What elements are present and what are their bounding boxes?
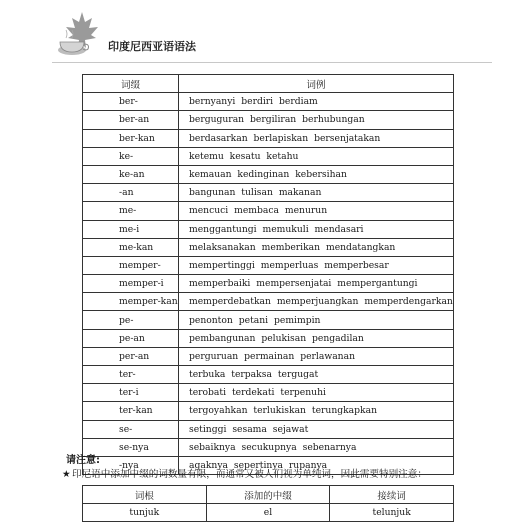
examples-cell: berdasarkan berlapiskan bersenjatakan [179, 129, 454, 147]
affix-cell: ber- [83, 93, 179, 111]
affix-cell: me- [83, 202, 179, 220]
column-header-root: 词根 [83, 486, 207, 504]
affix-cell: per-an [83, 347, 179, 365]
examples-cell: penonton petani pemimpin [179, 311, 454, 329]
note-text [62, 466, 427, 480]
note-body: 印尼语中添加中缀的词数量有限，而通常又被人们视为单纯词，因此需要特别注意： [72, 469, 427, 480]
affix-cell: ke-an [83, 165, 179, 183]
examples-cell: kemauan kedinginan kebersihan [179, 165, 454, 183]
column-header-examples: 词例 [179, 75, 454, 93]
table-row [83, 165, 454, 183]
examples-cell: perguruan permainan perlawanan [179, 347, 454, 365]
affix-table [82, 74, 454, 475]
examples-cell: sebaiknya secukupnya sebenarnya [179, 438, 454, 456]
table-row [83, 256, 454, 274]
table-row [83, 147, 454, 165]
examples-cell: mempertinggi memperluas memperbesar [179, 256, 454, 274]
examples-cell: tergoyahkan terlukiskan terungkapkan [179, 402, 454, 420]
affix-cell: ter-i [83, 384, 179, 402]
affix-cell: pe-an [83, 329, 179, 347]
table-row [83, 420, 454, 438]
affix-cell: memper- [83, 256, 179, 274]
table-row [83, 311, 454, 329]
examples-cell: mencuci membaca menurun [179, 202, 454, 220]
derived-cell: telunjuk [330, 504, 454, 522]
affix-cell: -an [83, 184, 179, 202]
table-row [83, 384, 454, 402]
examples-cell: bangunan tulisan makanan [179, 184, 454, 202]
affix-cell: ber-kan [83, 129, 179, 147]
examples-cell: ketemu kesatu ketahu [179, 147, 454, 165]
examples-cell: setinggi sesama sejawat [179, 420, 454, 438]
table-row [83, 504, 454, 522]
examples-cell: terobati terdekati terpenuhi [179, 384, 454, 402]
infix-table-header-row [83, 486, 454, 504]
table-row [83, 438, 454, 456]
affix-cell: ber-an [83, 111, 179, 129]
star-icon: ★ [62, 469, 71, 480]
examples-cell: berguguran bergiliran berhubungan [179, 111, 454, 129]
table-row [83, 129, 454, 147]
infix-cell: el [206, 504, 330, 522]
column-header-derived: 接续词 [330, 486, 454, 504]
table-row [83, 402, 454, 420]
table-row [83, 366, 454, 384]
examples-cell: menggantungi memukuli mendasari [179, 220, 454, 238]
examples-cell: memperdebatkan memperjuangkan memperdengarkan [179, 293, 454, 311]
examples-cell: terbuka terpaksa tergugat [179, 366, 454, 384]
affix-cell: memper-kan [83, 293, 179, 311]
table-row [83, 275, 454, 293]
table-row [83, 93, 454, 111]
examples-cell: pembangunan pelukisan pengadilan [179, 329, 454, 347]
affix-table-body [83, 93, 454, 475]
affix-cell: -nya [83, 456, 179, 474]
column-header-infix: 添加的中缀 [206, 486, 330, 504]
examples-cell: bernyanyi berdiri berdiam [179, 93, 454, 111]
root-cell: tunjuk [83, 504, 207, 522]
infix-table [82, 485, 454, 522]
table-row [83, 238, 454, 256]
table-row [83, 111, 454, 129]
affix-cell: pe- [83, 311, 179, 329]
header-divider [52, 62, 492, 63]
examples-cell: memperbaiki mempersenjatai mempergantungi [179, 275, 454, 293]
table-row [83, 347, 454, 365]
page-header [0, 0, 520, 70]
table-row [83, 293, 454, 311]
affix-cell: memper-i [83, 275, 179, 293]
affix-cell: se- [83, 420, 179, 438]
table-row [83, 184, 454, 202]
affix-cell: ter-kan [83, 402, 179, 420]
table-row [83, 220, 454, 238]
book-title: 印度尼西亚语语法 [108, 40, 196, 53]
examples-cell: melaksanakan memberikan mendatangkan [179, 238, 454, 256]
infix-table-body [83, 504, 454, 522]
affix-cell: ke- [83, 147, 179, 165]
table-row [83, 202, 454, 220]
table-row [83, 329, 454, 347]
affix-cell: me-i [83, 220, 179, 238]
affix-table-header-row [83, 75, 454, 93]
affix-cell: se-nya [83, 438, 179, 456]
column-header-affix: 词缀 [83, 75, 179, 93]
note-title: 请注意: [66, 455, 100, 466]
affix-cell: me-kan [83, 238, 179, 256]
maple-leaf-teacup-icon [52, 8, 108, 62]
affix-cell: ter- [83, 366, 179, 384]
examples-cell: agaknya sepertinya rupanya [179, 456, 454, 474]
